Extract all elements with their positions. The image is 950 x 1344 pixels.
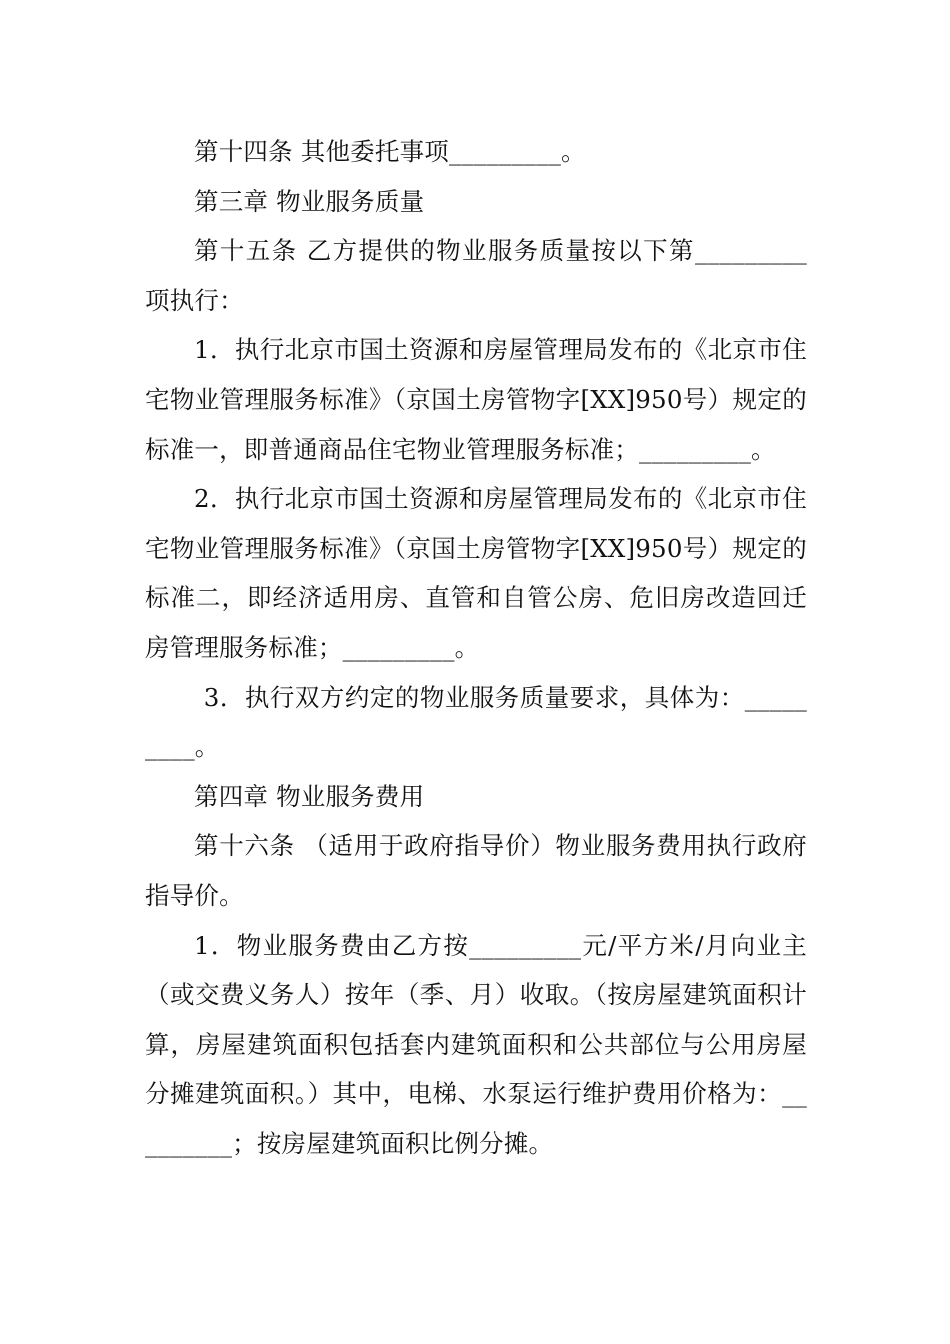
document-body — [145, 127, 807, 1168]
article-15-item-3: 3．执行双方约定的物业服务质量要求，具体为：_________。 — [145, 682, 807, 762]
chapter-4-heading: 第四章 物业服务费用 — [194, 781, 425, 811]
article-15-item-1: 1．执行北京市国土资源和房屋管理局发布的《北京市住宅物业管理服务标准》（京国土房管物字[XX]950号）规定的标准一，即普通商品住宅物业管理服务标准；_________。 — [145, 335, 807, 464]
article-14-paragraph: 第十四条 其他委托事项_________。 — [194, 137, 586, 166]
article-15-paragraph: 第十五条 乙方提供的物业服务质量按以下第_________项执行： — [145, 236, 807, 315]
article-15-item-2: 2．执行北京市国土资源和房屋管理局发布的《北京市住宅物业管理服务标准》（京国土房管物字[XX]950号）规定的标准二，即经济适用房、直管和自管公房、危旧房改造回迁房管理服务标准；_________。 — [145, 484, 807, 662]
article-16-item-1: 1．物业服务费由乙方按_________元/平方米/月向业主（或交费义务人）按年（季、月）收取。（按房屋建筑面积计算，房屋建筑面积包括套内建筑面积和公共部位与公用房屋分摊建筑面积。）其中，电梯、水泵运行维护费用价格为：_________；按房屋建筑面积比例分摊。 — [145, 930, 807, 1158]
chapter-3-heading: 第三章 物业服务质量 — [194, 186, 425, 216]
article-16-paragraph: 第十六条 （适用于政府指导价）物业服务费用执行政府指导价。 — [145, 831, 807, 910]
